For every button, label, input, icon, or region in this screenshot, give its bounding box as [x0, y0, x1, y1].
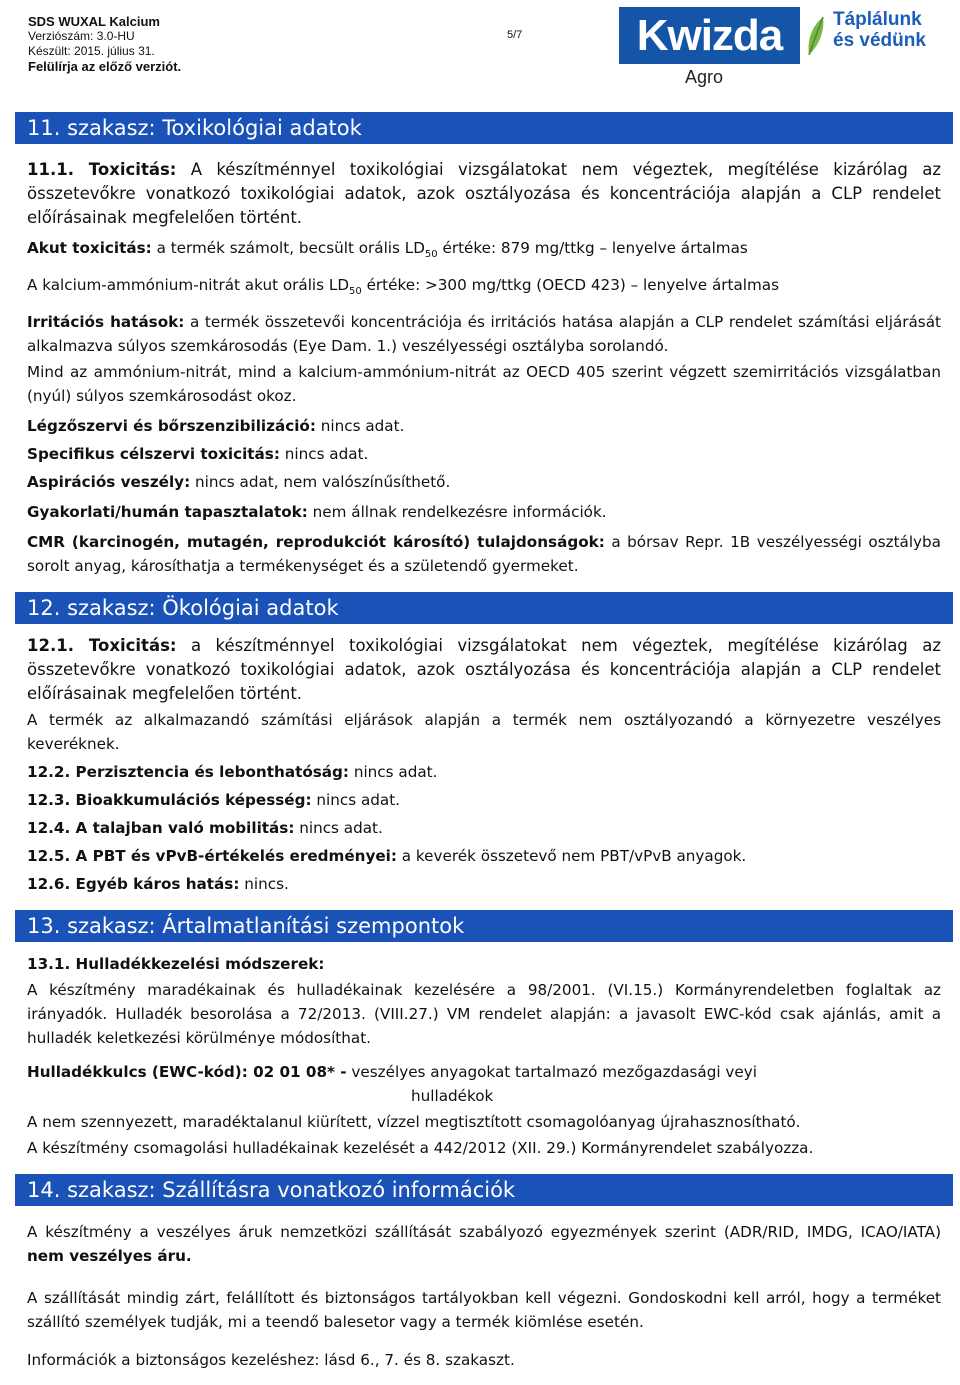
section-12-title: 12. szakasz: Ökológiai adatok [15, 592, 953, 624]
document-body [27, 112, 941, 1372]
persistence-text: nincs adat. [349, 763, 438, 782]
s12-toxicity-paragraph [27, 634, 941, 706]
waste-regulation: A készítmény maradékainak és hulladékainak kezelésére a 98/2001. (VI.15.) Kormányrendeletben foglaltak az irányadók. Hulladék besorolása a 72/2013. (VIII.27.) VM rendelet alapján: a javasolt EWC-kód csak ajánlás, amit a hulladék keletkezési körülménye módosíthat. [27, 981, 941, 1048]
env-classification: A termék az alkalmazandó számítási eljárások alapján a termék nem osztályozandó a környezetre veszélyes keveréknek. [27, 711, 941, 754]
human-experience-text: nem állnak rendelkezésre információk. [307, 503, 607, 522]
irritation-text: a termék összetevői koncentrációja és irritációs hatása alapján a CLP rendelet számítási eljárását alkalmazva súlyos szemkárosodás (Eye Dam. 1.) veszélyességi osztályba sorolandó. [27, 313, 941, 356]
transport-conditions: A szállítását mindig zárt, felállított és biztonságos tartályokban kell végezni. Gondoskodni kell arról, hogy a terméket szállító személyek tudják, mi a teendő balesetor vagy a termék kiömlése esetén. [27, 1289, 941, 1332]
page-number: 5/7 [507, 29, 523, 41]
persistence-label: 12.2. Perzisztencia és lebonthatóság: [27, 763, 349, 782]
human-experience [27, 500, 941, 524]
pbt-assessment [27, 844, 941, 868]
can-text: A kalcium-ammónium-nitrát akut orális LD [27, 276, 350, 295]
other-effects-label: 12.6. Egyéb káros hatás: [27, 875, 240, 894]
version-number: Verziószám: 3.0-HU [28, 29, 135, 43]
soil-mobility-text: nincs adat. [294, 819, 383, 838]
stot-text: nincs adat. [279, 445, 369, 464]
kwizda-logo [619, 7, 953, 91]
can-value: értéke: >300 mg/ttkg (OECD 423) – lenyelve ártalmas [361, 276, 779, 295]
pbt-text: a keverék összetevő nem PBT/vPvB anyagok. [396, 847, 747, 866]
packaging-regulation: A készítmény csomagolási hulladékainak kezelését a 442/2012 (XII. 29.) Kormányrendelet szabályozza. [27, 1139, 814, 1158]
cmr-properties [27, 530, 941, 578]
safe-handling-reference: Információk a biztonságos kezeléshez: lásd 6., 7. és 8. szakaszt. [27, 1351, 515, 1370]
cmr-label: CMR (karcinogén, mutagén, reprodukciót károsító) tulajdonságok: [27, 533, 605, 552]
ld-subscript: 50 [349, 286, 362, 298]
soil-mobility-label: 12.4. A talajban való mobilitás: [27, 819, 295, 838]
stot-label: Specifikus célszervi toxicitás: [27, 445, 280, 464]
slogan-line-1: Táplálunk [833, 9, 922, 30]
section-13-title: 13. szakasz: Ártalmatlanítási szempontok [15, 910, 953, 942]
ewc-code [27, 1060, 941, 1084]
sensitization-text: nincs adat. [315, 417, 405, 436]
supersedes-note: Felülírja az előző verziót. [28, 59, 182, 74]
section-14-title: 14. szakasz: Szállításra vonatkozó információk [15, 1174, 953, 1206]
s12-toxicity-text: a készítménnyel toxikológiai vizsgálatokat nem végeztek, megítélése kizárólag az összetevőkre vonatkozó toxikológiai adatok, azok osztályozása és koncentrációja alapján a CLP rendelet előírásainak megfelelően történt. [27, 636, 941, 704]
bioaccumulation [27, 788, 941, 812]
soil-mobility [27, 816, 941, 840]
leaf-icon [805, 13, 827, 57]
other-effects-text: nincs. [239, 875, 289, 894]
can-acute-toxicity [27, 273, 941, 304]
irritation-label: Irritációs hatások: [27, 313, 185, 332]
logo-wordmark: Kwizda [619, 7, 800, 64]
irritation-effects [27, 310, 941, 358]
s11-toxicity-paragraph [27, 158, 941, 230]
acute-toxicity-text: a termék számolt, becsült orális LD [151, 239, 425, 257]
s11-toxicity-label: 11.1. Toxicitás: [27, 160, 177, 179]
product-name: SDS WUXAL Kalcium [28, 14, 160, 29]
document-meta [28, 14, 181, 74]
page-header [0, 0, 960, 100]
s11-toxicity-text: A készítménnyel toxikológiai vizsgálatokat nem végeztek, megítélése kizárólag az összetevőkre vonatkozó toxikológiai adatok, azok osztályozása és koncentrációja alapján a CLP rendelet előírásainak megfelelően történt. [27, 160, 941, 227]
waste-treatment-heading: 13.1. Hulladékkezelési módszerek: [27, 955, 325, 974]
logo-slogan [833, 9, 926, 51]
packaging-recycling: A nem szennyezett, maradéktalanul kiürített, vízzel megtisztított csomagolóanyag újrahasznosítható. [27, 1113, 801, 1132]
persistence [27, 760, 941, 784]
bioaccumulation-label: 12.3. Bioakkumulációs képesség: [27, 791, 312, 810]
stot [27, 442, 941, 466]
slogan-line-2: és védünk [833, 30, 926, 51]
ewc-text: veszélyes anyagokat tartalmazó mezőgazdasági veyi [346, 1063, 757, 1082]
not-dangerous-goods: nem veszélyes áru. [27, 1247, 192, 1266]
prepared-date: Készült: 2015. július 31. [28, 44, 155, 58]
ewc-text-continued: hulladékok [411, 1087, 494, 1106]
acute-toxicity [27, 236, 941, 267]
ewc-label: Hulladékkulcs (EWC-kód): 02 01 08* - [27, 1063, 347, 1082]
aspiration-label: Aspirációs veszély: [27, 473, 191, 492]
eye-irritation-study: Mind az ammónium-nitrát, mind a kalcium-ammónium-nitrát az OECD 405 szerint végzett szemirritációs vizsgálatban (nyúl) súlyos szemkárosodást okoz. [27, 363, 941, 406]
acute-toxicity-value: értéke: 879 mg/ttkg – lenyelve ártalmas [437, 239, 748, 257]
sensitization [27, 414, 941, 438]
aspiration-text: nincs adat, nem valószínűsíthető. [190, 473, 451, 492]
s12-toxicity-label: 12.1. Toxicitás: [27, 636, 177, 656]
aspiration-hazard [27, 470, 941, 494]
ld-subscript: 50 [424, 249, 438, 261]
transport-classification [27, 1220, 941, 1268]
pbt-label: 12.5. A PBT és vPvB-értékelés eredményei: [27, 847, 397, 866]
sensitization-label: Légzőszervi és bőrszenzibilizáció: [27, 417, 316, 436]
cmr-text: a bórsav Repr. 1B veszélyességi osztályba sorolt anyag, károsíthatja a termékenységet és a születendő gyermeket. [27, 533, 941, 576]
acute-toxicity-label: Akut toxicitás: [27, 239, 152, 257]
human-experience-label: Gyakorlati/humán tapasztalatok: [27, 503, 308, 522]
section-11-title: 11. szakasz: Toxikológiai adatok [15, 112, 953, 144]
logo-subtitle: Agro [685, 67, 724, 87]
transport-text: A készítmény a veszélyes áruk nemzetközi szállítását szabályozó egyezmények szerint (ADR/RID, IMDG, ICAO/IATA) [27, 1223, 941, 1242]
bioaccumulation-text: nincs adat. [311, 791, 400, 810]
other-effects [27, 872, 941, 896]
